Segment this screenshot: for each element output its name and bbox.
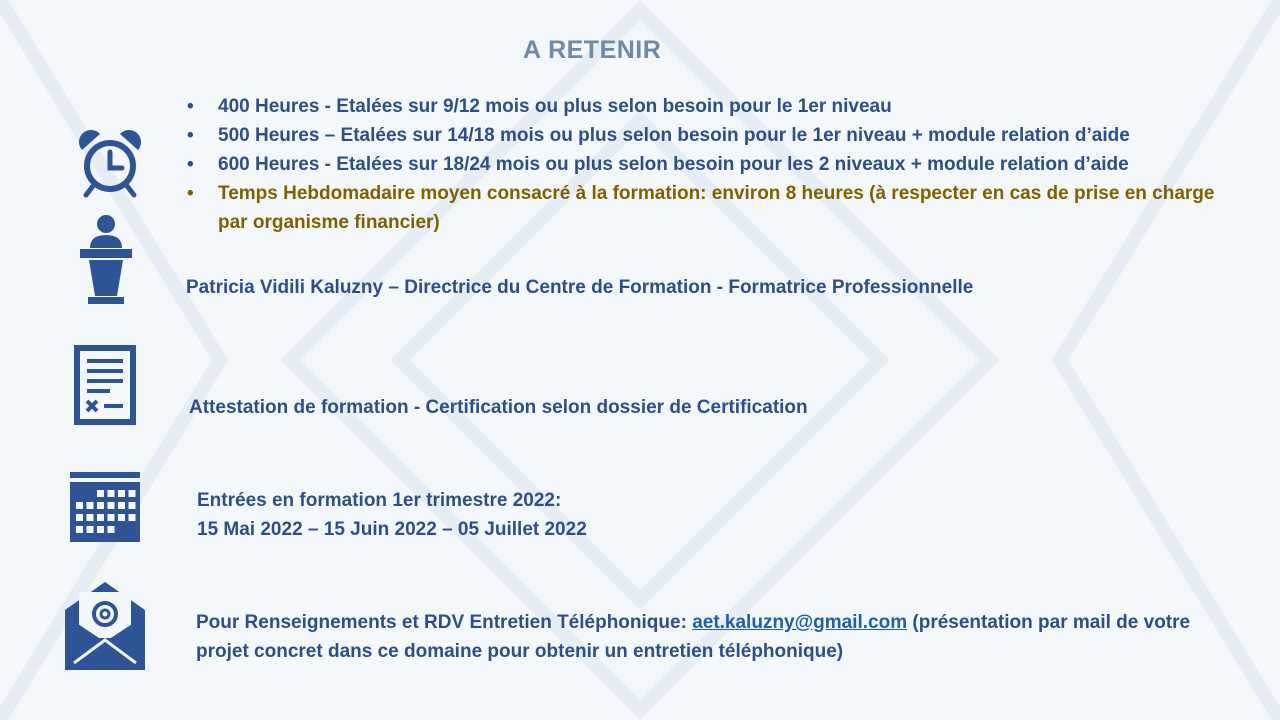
calendar-day-cell bbox=[118, 490, 125, 497]
slide-title: A RETENIR bbox=[523, 36, 662, 64]
certification-text: Attestation de formation - Certification selon dossier de Certification bbox=[189, 397, 808, 418]
alarm-clock-icon bbox=[76, 128, 144, 198]
duration-list bbox=[187, 92, 1247, 237]
calendar-day-cell bbox=[97, 502, 104, 509]
trainer-text: Patricia Vidili Kaluzny – Directrice du Centre de Formation - Formatrice Professionnelle bbox=[186, 277, 974, 298]
contact-details: (présentation par mail de votre projet concret dans ce domaine pour obtenir un entretien téléphonique) bbox=[196, 612, 1191, 662]
speaker-podium-icon bbox=[80, 214, 132, 304]
calendar-day-cell bbox=[87, 502, 94, 509]
duration-item: • 500 Heures – Etalées sur 14/18 mois ou plus selon besoin pour le 1er niveau + module relation d’aide bbox=[187, 121, 1247, 150]
calendar-day-cell bbox=[118, 514, 125, 521]
calendar-day-cell bbox=[87, 514, 94, 521]
calendar-day-cell bbox=[108, 490, 115, 497]
weekly-time-item: • Temps Hebdomadaire moyen consacré à la formation: environ 8 heures (à respecter en cas de prise en charge par organisme financier) bbox=[187, 179, 1218, 237]
duration-item: • 600 Heures - Etalées sur 18/24 mois ou plus selon besoin pour les 2 niveaux + module relation d’aide bbox=[187, 150, 1247, 179]
contact-intro: Pour Renseignements et RDV Entretien Téléphonique: bbox=[196, 612, 693, 633]
calendar-day-cell bbox=[129, 502, 136, 509]
calendar-day-cell bbox=[108, 526, 115, 533]
calendar-icon bbox=[70, 472, 140, 542]
entries-dates: 15 Mai 2022 – 15 Juin 2022 – 05 Juillet 2022 bbox=[197, 519, 587, 540]
duration-item: • 400 Heures - Etalées sur 9/12 mois ou plus selon besoin pour le 1er niveau bbox=[187, 92, 1247, 121]
calendar-day-cell bbox=[129, 490, 136, 497]
calendar-day-cell bbox=[129, 514, 136, 521]
contact-text bbox=[196, 608, 1241, 666]
calendar-day-cell bbox=[108, 502, 115, 509]
calendar-day-cell bbox=[76, 502, 83, 509]
calendar-day-cell bbox=[118, 502, 125, 509]
certificate-document-icon bbox=[74, 345, 136, 425]
calendar-day-cell bbox=[76, 514, 83, 521]
calendar-day-cell bbox=[97, 526, 104, 533]
calendar-day-cell bbox=[97, 514, 104, 521]
email-envelope-icon bbox=[65, 582, 145, 670]
calendar-day-cell bbox=[97, 490, 104, 497]
contact-email-link[interactable]: aet.kaluzny@gmail.com bbox=[692, 612, 908, 633]
calendar-day-cell bbox=[87, 526, 94, 533]
calendar-day-cell bbox=[76, 526, 83, 533]
entries-heading: Entrées en formation 1er trimestre 2022: bbox=[197, 490, 562, 511]
calendar-day-cell bbox=[108, 514, 115, 521]
